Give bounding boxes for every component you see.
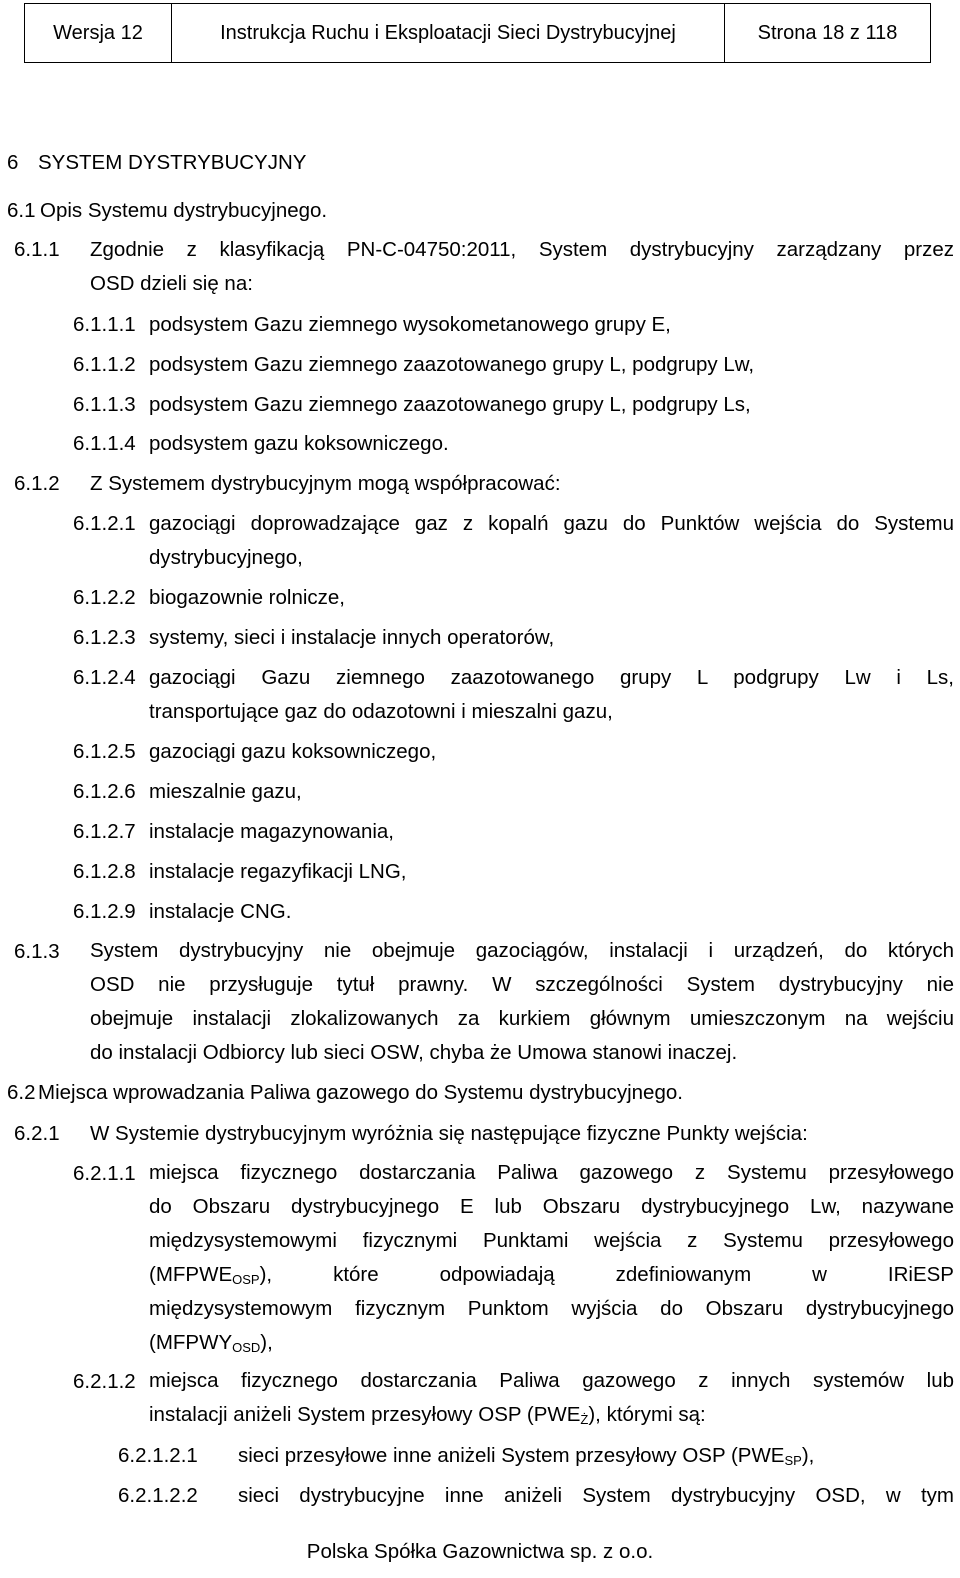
item-6-1-2-8-text: instalacje regazyfikacji LNG, xyxy=(149,860,407,883)
text: ), którymi są: xyxy=(588,1403,706,1426)
section-6-number: 6 xyxy=(7,151,19,174)
section-6-1-2-number: 6.1.2 xyxy=(14,472,60,495)
item-6-1-2-6-text: mieszalnie gazu, xyxy=(149,780,302,803)
abbr-mfpwe: (MFPWE xyxy=(149,1263,233,1286)
section-6-1-1-line1: Zgodnie z klasyfikacją PN-C-04750:2011, System dystrybucyjny zarządzany przez xyxy=(90,238,954,261)
punctuation: ), xyxy=(260,1331,273,1354)
paragraph-line xyxy=(149,1326,954,1360)
item-6-1-2-2-text: biogazownie rolnicze, xyxy=(149,586,346,609)
paragraph-line: międzysystemowymi fizycznymi Punktami wejścia z Systemu przesyłowego xyxy=(149,1229,954,1252)
paragraph-line: OSD nie przysługuje tytuł prawny. W szczególności System dystrybucyjny nie xyxy=(90,973,954,996)
section-6-2-number: 6.2 xyxy=(7,1081,36,1104)
item-6-2-1-2-1-text xyxy=(238,1444,814,1469)
item-6-1-1-2-number: 6.1.1.2 xyxy=(73,353,136,376)
item-6-1-1-4-text: podsystem gazu koksowniczego. xyxy=(149,432,449,455)
paragraph-line: do instalacji Odbiorcy lub sieci OSW, chyba że Umowa stanowi inaczej. xyxy=(90,1041,738,1064)
section-6-2-1-text: W Systemie dystrybucyjnym wyróżnia się następujące fizyczne Punkty wejścia: xyxy=(90,1122,808,1145)
item-6-2-1-1-number: 6.2.1.1 xyxy=(73,1162,136,1185)
item-6-1-2-4-number: 6.1.2.4 xyxy=(73,666,136,689)
paragraph-line: miejsca fizycznego dostarczania Paliwa gazowego z Systemu przesyłowego xyxy=(149,1161,954,1184)
subscript-sp: SP xyxy=(784,1453,802,1468)
section-6-2-1-number: 6.2.1 xyxy=(14,1122,60,1145)
item-6-2-1-2-2-number: 6.2.1.2.2 xyxy=(118,1484,198,1507)
item-6-1-2-9-number: 6.1.2.9 xyxy=(73,900,136,923)
item-6-1-2-9-text: instalacje CNG. xyxy=(149,900,292,923)
item-6-1-1-1-number: 6.1.1.1 xyxy=(73,313,136,336)
paragraph-line xyxy=(149,1258,954,1292)
item-6-1-2-6-number: 6.1.2.6 xyxy=(73,780,136,803)
section-6-1-3-number: 6.1.3 xyxy=(14,940,60,963)
item-6-1-2-1-line1: gazociągi doprowadzające gaz z kopalń gazu do Punktów wejścia do Systemu xyxy=(149,512,954,535)
page-header xyxy=(24,3,931,63)
word: odpowiadają xyxy=(439,1263,555,1286)
item-6-2-1-2-number: 6.2.1.2 xyxy=(73,1370,136,1393)
item-6-2-1-1-paragraph xyxy=(149,1156,954,1360)
paragraph-line xyxy=(149,1398,954,1432)
section-6-1-2-text: Z Systemem dystrybucyjnym mogą współpracować: xyxy=(90,472,561,495)
paragraph-line: do Obszaru dystrybucyjnego E lub Obszaru dystrybucyjnego Lw, nazywane xyxy=(149,1195,954,1218)
paragraph-line: miejsca fizycznego dostarczania Paliwa gazowego z innych systemów lub xyxy=(149,1369,954,1392)
document-title: Instrukcja Ruchu i Eksploatacji Sieci Dystrybucyjnej xyxy=(172,4,725,62)
item-6-1-2-5-number: 6.1.2.5 xyxy=(73,740,136,763)
item-6-1-2-5-text: gazociągi gazu koksowniczego, xyxy=(149,740,437,763)
item-6-2-1-2-1-number: 6.2.1.2.1 xyxy=(118,1444,198,1467)
section-6-1-number: 6.1 xyxy=(7,199,36,222)
item-6-1-1-4-number: 6.1.1.4 xyxy=(73,432,136,455)
text: sieci przesyłowe inne aniżeli System przesyłowy OSP (PWE xyxy=(238,1444,785,1467)
item-6-1-1-2-text: podsystem Gazu ziemnego zaazotowanego grupy L, podgrupy Lw, xyxy=(149,353,755,376)
paragraph-line: System dystrybucyjny nie obejmuje gazociągów, instalacji i urządzeń, do których xyxy=(90,939,954,962)
item-6-1-2-8-number: 6.1.2.8 xyxy=(73,860,136,883)
page-number: Strona 18 z 118 xyxy=(757,21,898,44)
item-6-1-1-3-text: podsystem Gazu ziemnego zaazotowanego grupy L, podgrupy Ls, xyxy=(149,393,751,416)
text: instalacji aniżeli System przesyłowy OSP (PWE xyxy=(149,1403,581,1426)
item-6-1-2-4-line1: gazociągi Gazu ziemnego zaazotowanego grupy L podgrupy Lw i Ls, xyxy=(149,666,954,689)
version-label: Wersja 12 xyxy=(25,4,172,62)
paragraph-line: obejmuje instalacji zlokalizowanych za kurkiem głównym umieszczonym na wejściu xyxy=(90,1007,954,1030)
section-6-1-title: Opis Systemu dystrybucyjnego. xyxy=(40,199,328,222)
section-6-1-1-number: 6.1.1 xyxy=(14,238,60,261)
item-6-1-2-3-text: systemy, sieci i instalacje innych operatorów, xyxy=(149,626,555,649)
subscript-osp: OSP xyxy=(232,1272,260,1287)
subscript-osd: OSD xyxy=(232,1340,261,1355)
item-6-2-1-2-paragraph xyxy=(149,1364,954,1432)
item-6-1-1-3-number: 6.1.1.3 xyxy=(73,393,136,416)
item-6-1-2-1-number: 6.1.2.1 xyxy=(73,512,136,535)
section-6-1-1-line2: OSD dzieli się na: xyxy=(90,272,253,295)
item-6-2-1-2-2-text: sieci dystrybucyjne inne aniżeli System dystrybucyjny OSD, w tym xyxy=(238,1484,954,1507)
item-6-1-2-3-number: 6.1.2.3 xyxy=(73,626,136,649)
word: które xyxy=(333,1263,379,1286)
item-6-1-2-2-number: 6.1.2.2 xyxy=(73,586,136,609)
item-6-1-2-1-line2: dystrybucyjnego, xyxy=(149,546,303,569)
abbr-mfpwy: (MFPWY xyxy=(149,1331,233,1354)
subscript-z: Ż xyxy=(580,1412,589,1427)
section-6-2-title: Miejsca wprowadzania Paliwa gazowego do Systemu dystrybucyjnego. xyxy=(38,1081,683,1104)
word: w IRiESP xyxy=(812,1263,954,1286)
item-6-1-1-1-text: podsystem Gazu ziemnego wysokometanowego grupy E, xyxy=(149,313,671,336)
section-6-title: SYSTEM DYSTRYBUCYJNY xyxy=(38,151,307,174)
word: zdefiniowanym xyxy=(615,1263,752,1286)
page-footer: Polska Spółka Gazownictwa sp. z o.o. xyxy=(306,1540,654,1563)
item-6-1-2-4-line2: transportujące gaz do odazotowni i mieszalni gazu, xyxy=(149,700,613,723)
section-6-1-3-paragraph xyxy=(90,934,954,1070)
punctuation: ), xyxy=(259,1263,273,1286)
item-6-1-2-7-text: instalacje magazynowania, xyxy=(149,820,394,843)
item-6-1-2-7-number: 6.1.2.7 xyxy=(73,820,136,843)
text: ), xyxy=(801,1444,815,1467)
paragraph-line: międzysystemowym fizycznym Punktom wyjścia do Obszaru dystrybucyjnego xyxy=(149,1297,954,1320)
